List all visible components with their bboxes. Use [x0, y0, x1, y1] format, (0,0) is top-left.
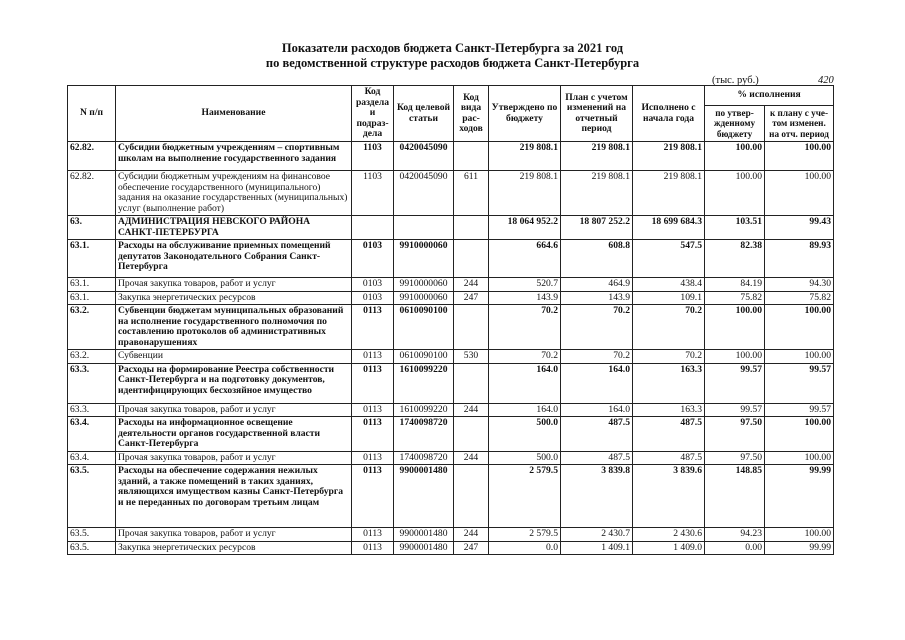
row-target-code: 9910000060	[394, 278, 454, 292]
row-num: 63.	[68, 216, 116, 240]
report-title-line2: по ведомственной структуре расходов бюджета Санкт-Петербурга	[265, 56, 640, 70]
row-pct-approved: 82.38	[705, 240, 765, 278]
row-section-code: 0113	[352, 541, 394, 555]
row-pct-approved: 100.00	[705, 171, 765, 216]
row-type-code: 244	[454, 528, 489, 542]
table-row	[68, 216, 834, 240]
row-plan: 464.9	[561, 278, 633, 292]
row-target-code: 1610099220	[394, 363, 454, 403]
row-pct-approved: 100.00	[705, 305, 765, 350]
row-type-code: 244	[454, 451, 489, 465]
header-target-code: Код целевой статьи	[394, 86, 454, 142]
units-label: (тыс. руб.)	[712, 75, 759, 86]
row-pct-plan: 100.00	[765, 305, 834, 350]
row-approved: 143.9	[489, 291, 561, 305]
header-num: N п/п	[68, 86, 116, 142]
row-num: 63.1.	[68, 278, 116, 292]
row-type-code: 247	[454, 541, 489, 555]
row-num: 63.3.	[68, 363, 116, 403]
row-num: 63.5.	[68, 465, 116, 528]
row-target-code: 0610090100	[394, 350, 454, 364]
row-plan: 1 409.1	[561, 541, 633, 555]
row-num: 63.1.	[68, 240, 116, 278]
row-section-code: 0113	[352, 403, 394, 417]
row-name: Расходы на обеспечение содержания нежилых зданий, а также помещений в таких зданиях, являющихся имуществом казны Санкт-Петербурга и не переданных по договорам третьим лицам	[116, 465, 352, 528]
row-type-code: 244	[454, 403, 489, 417]
row-section-code: 0103	[352, 278, 394, 292]
row-section-code	[352, 216, 394, 240]
row-target-code: 9900001480	[394, 465, 454, 528]
row-executed: 70.2	[633, 350, 705, 364]
row-type-code	[454, 305, 489, 350]
row-plan: 164.0	[561, 403, 633, 417]
row-target-code: 0420045090	[394, 171, 454, 216]
row-section-code: 0113	[352, 528, 394, 542]
header-approved: Утверждено по бюджету	[489, 86, 561, 142]
row-pct-approved: 94.23	[705, 528, 765, 542]
header-pct-approved: по утвер-жденному бюджету	[705, 106, 765, 142]
row-pct-approved: 99.57	[705, 403, 765, 417]
row-pct-approved: 75.82	[705, 291, 765, 305]
header-type-code: Код вида рас-ходов	[454, 86, 489, 142]
row-plan: 219 808.1	[561, 171, 633, 216]
row-type-code: 530	[454, 350, 489, 364]
page-number: 420	[818, 75, 834, 86]
table-body	[68, 142, 834, 555]
row-executed: 487.5	[633, 451, 705, 465]
row-name: Расходы на информационное освещение деятельности органов государственной власти Санкт-Петербурга	[116, 417, 352, 452]
table-row	[68, 417, 834, 452]
row-plan: 487.5	[561, 451, 633, 465]
row-num: 62.82.	[68, 171, 116, 216]
table-row	[68, 305, 834, 350]
row-name: Прочая закупка товаров, работ и услуг	[116, 403, 352, 417]
header-executed: Исполнено с начала года	[633, 86, 705, 142]
row-type-code	[454, 240, 489, 278]
row-pct-plan: 99.57	[765, 363, 834, 403]
row-executed: 547.5	[633, 240, 705, 278]
row-executed: 487.5	[633, 417, 705, 452]
row-pct-plan: 100.00	[765, 528, 834, 542]
row-pct-approved: 99.57	[705, 363, 765, 403]
row-pct-plan: 100.00	[765, 171, 834, 216]
row-num: 63.5.	[68, 528, 116, 542]
row-executed: 219 808.1	[633, 171, 705, 216]
row-executed: 219 808.1	[633, 142, 705, 171]
row-section-code: 0103	[352, 240, 394, 278]
row-name: Субвенции бюджетам муниципальных образований на исполнение государственного полномочия по составлению протоколов об административных правонарушениях	[116, 305, 352, 350]
row-executed: 2 430.6	[633, 528, 705, 542]
header-plan: План с учетом изменений на отчетный период	[561, 86, 633, 142]
row-executed: 163.3	[633, 403, 705, 417]
row-num: 63.3.	[68, 403, 116, 417]
row-plan: 18 807 252.2	[561, 216, 633, 240]
row-target-code: 9900001480	[394, 541, 454, 555]
row-executed: 163.3	[633, 363, 705, 403]
row-name: Закупка энергетических ресурсов	[116, 541, 352, 555]
row-pct-plan: 100.00	[765, 142, 834, 171]
row-approved: 164.0	[489, 363, 561, 403]
row-plan: 164.0	[561, 363, 633, 403]
row-approved: 664.6	[489, 240, 561, 278]
row-executed: 70.2	[633, 305, 705, 350]
table-row	[68, 465, 834, 528]
row-pct-plan: 75.82	[765, 291, 834, 305]
row-plan: 2 430.7	[561, 528, 633, 542]
row-pct-approved: 97.50	[705, 451, 765, 465]
row-section-code: 0113	[352, 350, 394, 364]
row-section-code: 0113	[352, 305, 394, 350]
row-executed: 109.1	[633, 291, 705, 305]
row-plan: 3 839.8	[561, 465, 633, 528]
row-type-code: 247	[454, 291, 489, 305]
row-pct-plan: 99.43	[765, 216, 834, 240]
row-target-code: 0420045090	[394, 142, 454, 171]
row-target-code: 1610099220	[394, 403, 454, 417]
row-approved: 500.0	[489, 451, 561, 465]
row-approved: 0.0	[489, 541, 561, 555]
row-pct-approved: 84.19	[705, 278, 765, 292]
row-plan: 70.2	[561, 350, 633, 364]
row-name: Закупка энергетических ресурсов	[116, 291, 352, 305]
row-approved: 70.2	[489, 305, 561, 350]
row-type-code	[454, 465, 489, 528]
row-approved: 520.7	[489, 278, 561, 292]
row-pct-plan: 100.00	[765, 417, 834, 452]
row-pct-plan: 89.93	[765, 240, 834, 278]
row-num: 63.1.	[68, 291, 116, 305]
row-target-code: 9910000060	[394, 291, 454, 305]
table-row	[68, 142, 834, 171]
table-row	[68, 528, 834, 542]
row-pct-approved: 103.51	[705, 216, 765, 240]
row-name: Прочая закупка товаров, работ и услуг	[116, 278, 352, 292]
row-section-code: 0113	[352, 363, 394, 403]
row-pct-plan: 99.57	[765, 403, 834, 417]
row-executed: 18 699 684.3	[633, 216, 705, 240]
row-plan: 70.2	[561, 305, 633, 350]
row-plan: 608.8	[561, 240, 633, 278]
row-pct-approved: 0.00	[705, 541, 765, 555]
header-name: Наименование	[116, 86, 352, 142]
expenses-table	[67, 85, 834, 555]
row-type-code: 244	[454, 278, 489, 292]
row-num: 63.4.	[68, 417, 116, 452]
row-pct-plan: 94.30	[765, 278, 834, 292]
row-pct-approved: 100.00	[705, 142, 765, 171]
row-target-code	[394, 216, 454, 240]
row-approved: 2 579.5	[489, 465, 561, 528]
row-type-code	[454, 417, 489, 452]
row-pct-approved: 100.00	[705, 350, 765, 364]
row-section-code: 0103	[352, 291, 394, 305]
row-name: АДМИНИСТРАЦИЯ НЕВСКОГО РАЙОНА САНКТ-ПЕТЕРБУРГА	[116, 216, 352, 240]
table-row	[68, 363, 834, 403]
row-type-code	[454, 142, 489, 171]
row-name: Субсидии бюджетным учреждениям на финансовое обеспечение государственного (муниципального) задания на оказание государственных (муниципальных) услуг (выполнение работ)	[116, 171, 352, 216]
table-row	[68, 291, 834, 305]
row-name: Расходы на обслуживание приемных помещений депутатов Законодательного Собрания Санкт-Петербурга	[116, 240, 352, 278]
row-section-code: 0113	[352, 451, 394, 465]
row-section-code: 1103	[352, 142, 394, 171]
row-name: Расходы на формирование Реестра собственности Санкт-Петербурга и на подготовку документов, идентифицирующих бесхозяйное имущество	[116, 363, 352, 403]
row-approved: 18 064 952.2	[489, 216, 561, 240]
row-plan: 219 808.1	[561, 142, 633, 171]
row-pct-plan: 99.99	[765, 465, 834, 528]
row-num: 63.2.	[68, 350, 116, 364]
row-target-code: 1740098720	[394, 451, 454, 465]
row-num: 63.2.	[68, 305, 116, 350]
table-row	[68, 171, 834, 216]
row-approved: 164.0	[489, 403, 561, 417]
row-executed: 3 839.6	[633, 465, 705, 528]
table-row	[68, 403, 834, 417]
row-plan: 143.9	[561, 291, 633, 305]
table-row	[68, 278, 834, 292]
row-target-code: 1740098720	[394, 417, 454, 452]
row-approved: 219 808.1	[489, 171, 561, 216]
row-approved: 500.0	[489, 417, 561, 452]
table-row	[68, 240, 834, 278]
row-target-code: 0610090100	[394, 305, 454, 350]
row-executed: 438.4	[633, 278, 705, 292]
row-type-code	[454, 363, 489, 403]
table-row	[68, 451, 834, 465]
row-type-code: 611	[454, 171, 489, 216]
row-name: Субсидии бюджетным учреждениям – спортивным школам на выполнение государственного задания	[116, 142, 352, 171]
row-pct-plan: 100.00	[765, 451, 834, 465]
row-section-code: 0113	[352, 465, 394, 528]
row-pct-approved: 97.50	[705, 417, 765, 452]
row-target-code: 9910000060	[394, 240, 454, 278]
row-approved: 219 808.1	[489, 142, 561, 171]
row-plan: 487.5	[561, 417, 633, 452]
row-approved: 70.2	[489, 350, 561, 364]
row-section-code: 1103	[352, 171, 394, 216]
row-name: Прочая закупка товаров, работ и услуг	[116, 528, 352, 542]
header-section-code: Код раздела и подраз-дела	[352, 86, 394, 142]
row-name: Прочая закупка товаров, работ и услуг	[116, 451, 352, 465]
header-pct-group: % исполнения	[705, 86, 834, 106]
row-num: 62.82.	[68, 142, 116, 171]
report-title-line1: Показатели расходов бюджета Санкт-Петербурга за 2021 год	[281, 41, 624, 55]
row-num: 63.4.	[68, 451, 116, 465]
row-type-code	[454, 216, 489, 240]
table-row	[68, 541, 834, 555]
row-pct-plan: 100.00	[765, 350, 834, 364]
row-name: Субвенции	[116, 350, 352, 364]
table-row	[68, 350, 834, 364]
row-pct-approved: 148.85	[705, 465, 765, 528]
row-target-code: 9900001480	[394, 528, 454, 542]
row-num: 63.5.	[68, 541, 116, 555]
row-pct-plan: 99.99	[765, 541, 834, 555]
row-section-code: 0113	[352, 417, 394, 452]
header-pct-plan: к плану с уче-том изменен. на отч. период	[765, 106, 834, 142]
row-approved: 2 579.5	[489, 528, 561, 542]
row-executed: 1 409.0	[633, 541, 705, 555]
